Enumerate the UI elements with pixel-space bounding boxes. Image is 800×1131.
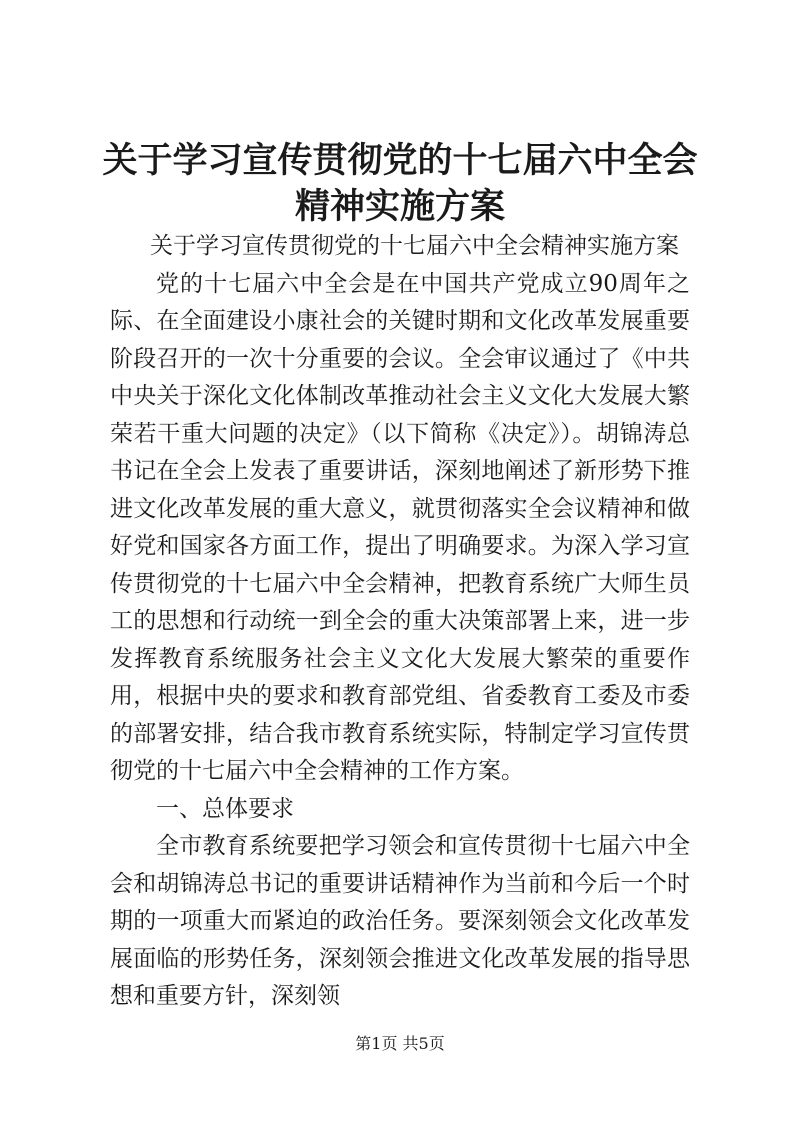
paragraph-intro: 党的十七届六中全会是在中国共产党成立90周年之际、在全面建设小康社会的关键时期和文化改革发展重要阶段召开的一次十分重要的会议。全会审议通过了《中共中央关于深化文化体制改革推动社会主义文化大发展大繁荣若干重大问题的决定》（以下简称《决定》）。胡锦涛总书记在全会上发表了重要讲话，深刻地阐述了新形势下推进文化改革发展的重大意义，就贯彻落实全会议精神和做好党和国家各方面工作，提出了明确要求。为深入学习宣传贯彻党的十七届六中全会精神，把教育系统广大师生员工的思想和行动统一到全会的重大决策部署上来，进一步发挥教育系统服务社会主义文化大发展大繁荣的重要作用，根据中央的要求和教育部党组、省委教育工委及市委的部署安排，结合我市教育系统实际，特制定学习宣传贯彻党的十七届六中全会精神的工作方案。: [110, 270, 690, 784]
document-title: 关于学习宣传贯彻党的十七届六中全会精神实施方案: [102, 140, 698, 227]
page-footer: 第1页 共5页: [355, 1034, 445, 1053]
document-body: [110, 228, 690, 1016]
section-heading-general-requirements: 一、总体要求: [156, 795, 294, 822]
paragraph-general-requirements: 全市教育系统要把学习领会和宣传贯彻十七届六中全会和胡锦涛总书记的重要讲话精神作为当前和今后一个时期的一项重大而紧迫的政治任务。要深刻领会文化改革发展面临的形势任务，深刻领会推进文化改革发展的指导思想和重要方针，深刻领: [110, 833, 690, 1009]
document-subtitle: 关于学习宣传贯彻党的十七届六中全会精神实施方案: [150, 233, 679, 259]
